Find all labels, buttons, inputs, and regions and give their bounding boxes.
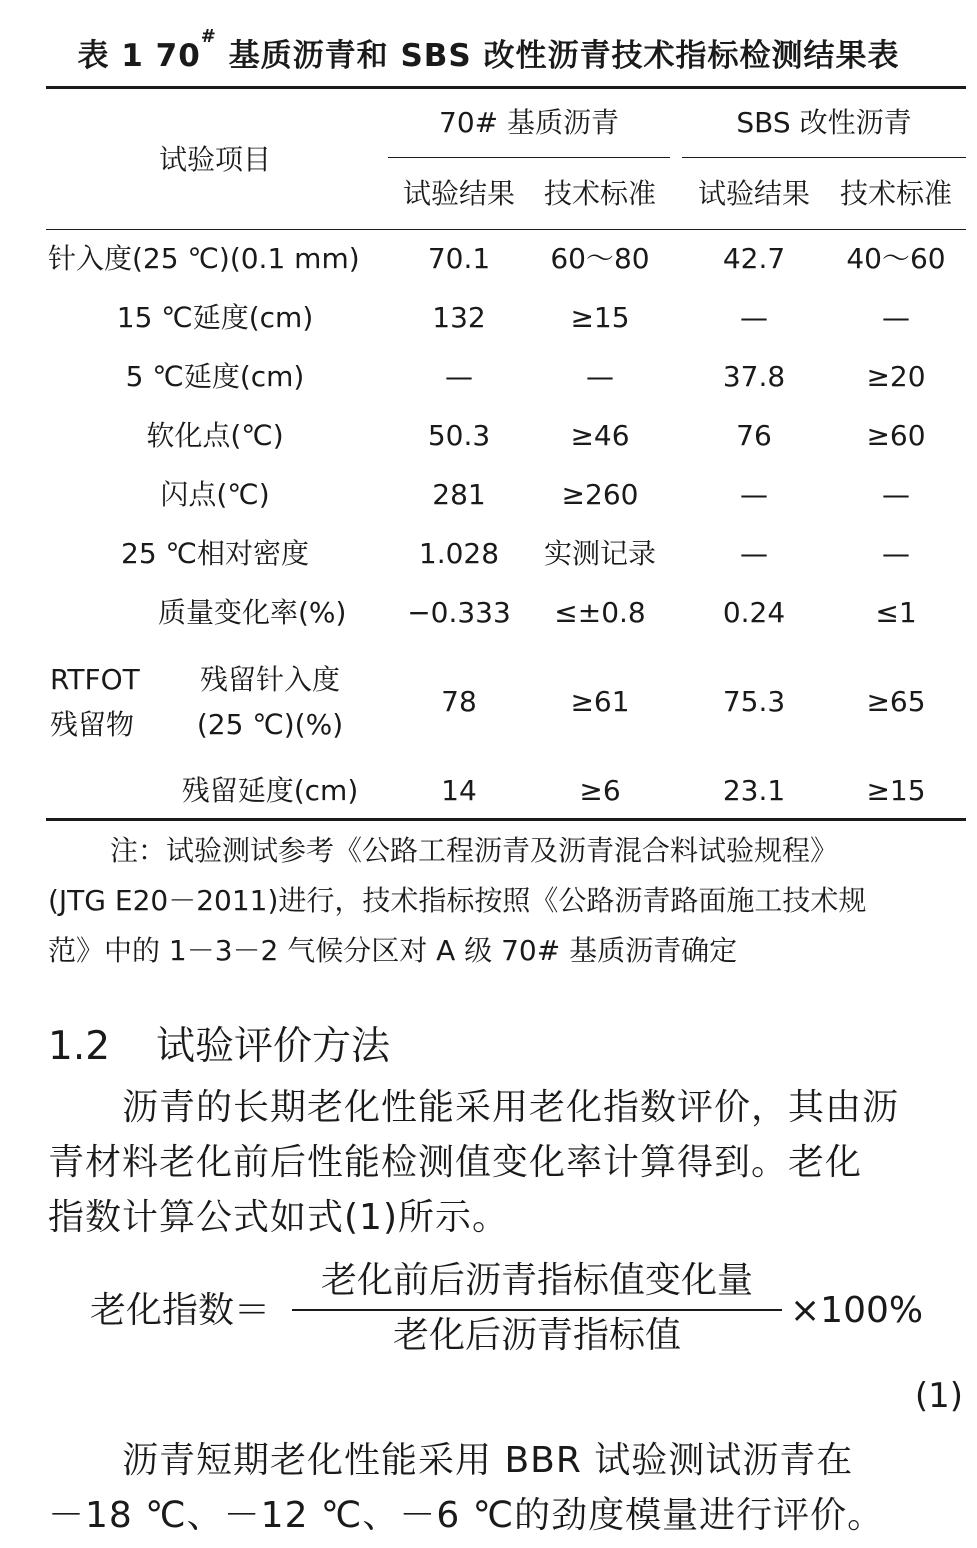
- cell-standard: 60～80: [550, 242, 650, 275]
- row-label-residual-penetration-unit: (25 ℃)(%): [196, 708, 344, 741]
- table-bottom-rule: [46, 818, 966, 821]
- row-label-penetration: 针入度(25 ℃)(0.1 mm): [48, 242, 360, 275]
- cell-standard: ≥15: [570, 301, 630, 334]
- group1-underline: [388, 157, 670, 158]
- cell-standard: 实测记录: [543, 537, 656, 570]
- cell-value: 132: [432, 301, 486, 334]
- row-label-flash-point: 闪点(℃): [160, 478, 270, 511]
- cell-value: −0.333: [407, 596, 511, 629]
- header-group2: SBS 改性沥青: [736, 106, 912, 139]
- row-label-ductility-5: 5 ℃延度(cm): [125, 360, 305, 393]
- rtfot-residue-label: 残留物: [50, 708, 135, 741]
- cell-standard: 40～60: [846, 242, 946, 275]
- cell-standard: —: [882, 537, 910, 570]
- cell-value: 76: [736, 419, 772, 452]
- cell-standard: —: [882, 478, 910, 511]
- formula-lhs: 老化指数＝: [90, 1290, 271, 1331]
- cell-value: —: [740, 537, 768, 570]
- row-label-mass-change: 质量变化率(%): [158, 596, 347, 629]
- cell-value: 42.7: [722, 242, 786, 275]
- header-bottom-rule: [46, 229, 966, 230]
- cell-standard: ≥260: [561, 478, 639, 511]
- group2-underline: [682, 157, 966, 158]
- cell-value: 23.1: [722, 774, 786, 807]
- cell-value: 281: [432, 478, 486, 511]
- cell-standard: ≥60: [866, 419, 926, 452]
- cell-standard: —: [882, 301, 910, 334]
- section-number: 1.2: [48, 1024, 111, 1069]
- section-title: 试验评价方法: [156, 1024, 391, 1069]
- cell-value: 0.24: [722, 596, 786, 629]
- cell-value: 75.3: [722, 685, 786, 718]
- cell-standard: ≥61: [570, 685, 630, 718]
- cell-standard: —: [586, 360, 614, 393]
- cell-standard: ≤1: [875, 596, 917, 629]
- table-note-line: (JTG E20－2011)进行，技术指标按照《公路沥青路面施工技术规: [48, 884, 867, 917]
- formula-numerator: 老化前后沥青指标值变化量: [320, 1260, 753, 1301]
- table-note-line: 注：试验测试参考《公路工程沥青及沥青混合料试验规程》: [110, 834, 839, 867]
- header-item: 试验项目: [158, 143, 271, 176]
- cell-value: —: [445, 360, 473, 393]
- formula-denominator: 老化后沥青指标值: [392, 1315, 681, 1356]
- table-caption: 表 1 70# 基质沥青和 SBS 改性沥青技术指标检测结果表: [77, 26, 900, 74]
- cell-standard: ≤±0.8: [554, 596, 646, 629]
- cell-value: 50.3: [427, 419, 491, 452]
- paragraph-line: 沥青的长期老化性能采用老化指数评价，其由沥: [48, 1087, 900, 1128]
- paragraph-line: －18 ℃、－12 ℃、－6 ℃的劲度模量进行评价。: [48, 1495, 885, 1536]
- cell-value: —: [740, 478, 768, 511]
- row-label-relative-density: 25 ℃相对密度: [121, 537, 309, 570]
- equation-number: (1): [914, 1376, 963, 1416]
- row-label-ductility-15: 15 ℃延度(cm): [116, 301, 314, 334]
- table-note-line: 范》中的 1－3－2 气候分区对 A 级 70# 基质沥青确定: [48, 934, 738, 967]
- cell-standard: ≥20: [866, 360, 926, 393]
- header-standard-2: 技术标准: [839, 177, 952, 210]
- cell-standard: ≥6: [579, 774, 621, 807]
- fraction-bar: [292, 1309, 782, 1311]
- paragraph-line: 指数计算公式如式(1)所示。: [48, 1197, 509, 1238]
- cell-standard: ≥15: [866, 774, 926, 807]
- paragraph-line: 青材料老化前后性能检测值变化率计算得到。老化: [48, 1142, 863, 1183]
- header-result-1: 试验结果: [402, 177, 515, 210]
- cell-value: —: [740, 301, 768, 334]
- rtfot-label: RTFOT: [50, 663, 140, 696]
- table-top-rule: [46, 86, 966, 89]
- header-standard-1: 技术标准: [543, 177, 656, 210]
- row-label-residual-penetration: 残留针入度: [199, 663, 340, 696]
- paragraph-line: 沥青短期老化性能采用 BBR 试验测试沥青在: [48, 1440, 854, 1481]
- cell-value: 1.028: [418, 537, 500, 570]
- row-label-softening-point: 软化点(℃): [146, 419, 284, 452]
- formula-rhs: ×100%: [790, 1290, 924, 1331]
- cell-value: 70.1: [427, 242, 491, 275]
- section-heading: [48, 1022, 390, 1072]
- row-label-residual-ductility: 残留延度(cm): [181, 774, 359, 807]
- cell-value: 14: [441, 774, 477, 807]
- cell-standard: ≥46: [570, 419, 630, 452]
- header-result-2: 试验结果: [697, 177, 810, 210]
- cell-value: 78: [441, 685, 477, 718]
- header-group1: 70# 基质沥青: [439, 106, 619, 139]
- cell-standard: ≥65: [866, 685, 926, 718]
- cell-value: 37.8: [722, 360, 786, 393]
